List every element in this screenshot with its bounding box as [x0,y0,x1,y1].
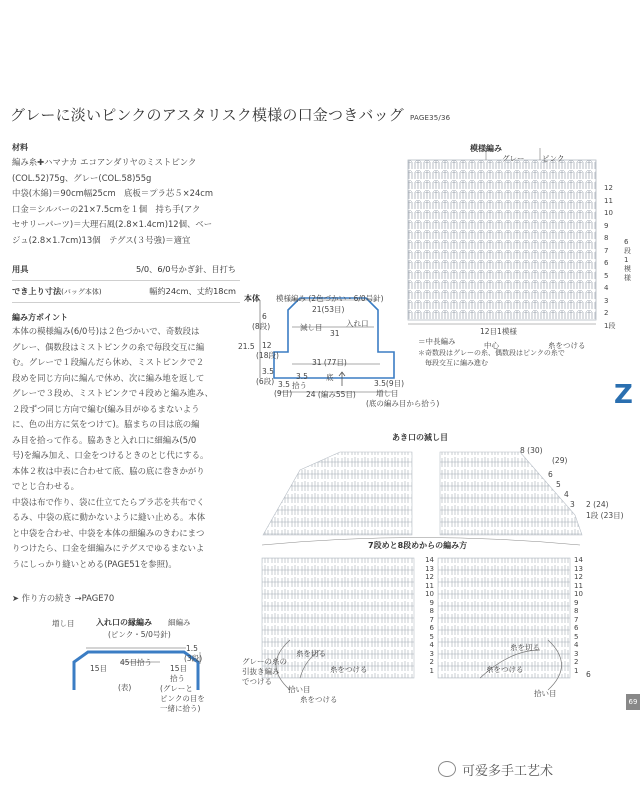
body-24: 24 (編み55目) [306,390,356,399]
rows78-right-numbers: 14 13 12 11 10 9 8 7 6 5 4 3 2 1 [574,556,583,675]
body-3-5-b: 3.5 [278,380,290,389]
rim-body: (表) [118,683,132,692]
row-number: 3 [604,296,609,305]
body-8rows: (8段) [252,322,271,331]
pattern-center: 中心 [484,341,499,350]
row-number: 7 [604,246,609,255]
body-3-5-c: 3.5 [296,372,308,381]
chapter-mark: Z [614,380,633,410]
points-line: りつけたら、口金を細編みにテグスでゆるまないよ [12,543,205,553]
points-line: グレー、偶数段はミストピンクの糸で毎段交互に編 [12,341,205,352]
rim-sub: 細編み [168,618,191,627]
pattern-swatch [408,160,596,320]
body-18rows: (18段) [256,351,279,360]
continue-link[interactable]: ➤ 作り方の続き →PAGE70 [12,593,115,603]
rim-15-right: 15目 [170,664,188,673]
body-12: 12 [262,341,272,350]
points-line: 中袋は布で作り、袋に仕立てたらプラ芯を共布でく [12,496,205,507]
rim-note-3: 一緒に拾う) [160,704,201,713]
rows78-attach: 糸をつける [330,665,368,674]
rows78-title: 7段めと8段めからの編み方 [368,541,468,550]
pattern-legend: ＝中長編み [418,337,456,346]
body-3-5-d: 3.5(9目) [374,379,405,388]
pattern-note-1: ＊奇数段はグレーの糸、偶数段はピンクの糸で [418,349,565,357]
row-number: 11 [604,196,613,205]
body-31-top: 31 [330,329,340,338]
row-number: 10 [604,209,613,217]
rim-3rows: (3段) [184,654,203,663]
rim-title: 入れ口の縁編み [96,618,152,627]
rows78-grey-note-3: でつける [242,677,272,686]
points-line: グレーで３段め、ミストピンクで４段めと編み進み、 [12,388,213,398]
materials-line: 口金＝シルバーの21×7.5cmを１個 持ち手(アク [12,203,201,214]
pattern-repeat-rows: 6段1模様 [624,238,631,282]
opening-row-2: 2 (24) [586,500,609,509]
rows78-cut: 糸を切る [296,649,326,658]
row-number: 1段 [604,321,616,330]
rows78-cut-2: 糸を切る [510,643,540,652]
body-increase: 増し目 [376,389,399,398]
points-line: 段めを同じ方向に編んで休め、次に編み地を返して [12,372,205,383]
rows78-grey-note-2: 引抜き編み [242,667,280,676]
body-title: 本体 [244,294,260,303]
rows78-grey-note-1: グレーの糸の [242,657,287,666]
pattern-row-numbers [604,182,624,332]
rim-pick: 拾う [170,674,185,683]
body-pick: 拾う [292,381,307,390]
opening-29: (29) [552,456,568,465]
tools-label: 用具 [12,264,29,274]
body-bottom: 底 [326,373,334,382]
points-line: む。グレーで１段編んだら休め、ミストピンクで２ [12,357,205,367]
rows78-pick-1: 拾い目 [288,685,311,694]
pattern-pink-label: ピンク [542,154,565,163]
opening-decrease-left [263,452,412,535]
pattern-note-2: 毎段交互に編み進む [418,359,488,367]
rim-note-1: (グレーと [160,684,193,693]
pattern-attach: 糸をつける [548,341,586,350]
points-line: るみ、中袋の底に動かないように縫い止める。本体 [12,512,206,522]
watermark-text: 可爱多手工艺术 [462,764,554,779]
points-line: 本体の模様編み(6/0号)は２色づかいで、奇数段は [12,326,200,336]
materials-line: ジュ(2.8×1.7cm)13個 テグス(３号強)＝適宜 [12,234,191,245]
wechat-icon [438,761,456,777]
rows78-attach-3: 糸をつける [300,695,338,704]
page-ref: PAGE35/36 [410,114,451,122]
body-31-mid: 31 (77目) [312,358,347,367]
page-title: グレーに淡いピンクのアスタリスク模様の口金つきバッグ PAGE35/36 [10,106,451,124]
body-mouth: 入れ口 [346,319,369,328]
watermark [438,760,553,779]
size-value: 幅約24cm、丈約18cm [149,286,236,296]
points-line: ２段ずつ同じ方向で編む(編み目がゆるまないよう [12,403,200,414]
opening-row-3: 3 [570,500,575,509]
points-line: 号)を編み加え、口金をつけるときのとじ代にする。 [12,450,209,460]
points-line: に、色の出方に気をつけて)。脇まちの目は底の編 [12,419,200,429]
rim-note-2: ピンクの目を [160,694,205,703]
body-6: 6 [262,312,267,321]
row-number: 6 [604,259,609,267]
points-line: と中袋を合わせ、中袋を本体の細編みのきわにまつ [12,527,205,538]
size-label: でき上り寸法(バッグ本体) [12,286,102,296]
opening-row-5: 5 [556,480,561,489]
rows78-attach-2: 糸をつける [486,665,524,674]
rows78-pick-2: 拾い目 [534,689,557,698]
points-line: でとじ合わせる。 [12,481,79,491]
row-number: 9 [604,221,609,230]
page-number: 69 [626,694,640,710]
rim-1-5: 1.5 [186,644,198,653]
rows78-left-numbers: 14 13 12 11 10 9 8 7 6 5 4 3 2 1 [425,556,434,675]
rows78-6: 6 [586,670,591,679]
materials-heading: 材料 [12,143,28,152]
row-number: 2 [604,309,609,317]
opening-row-8: 8 (30) [520,446,543,455]
body-9-stitches: (9目) [274,389,293,398]
points-line: うにしっかり縫いとめる(PAGE51を参照)。 [12,558,177,569]
materials-line: 中袋(木綿)＝90cm幅25cm 底板＝プラ芯５×24cm [12,188,214,198]
opening-row-6: 6 [548,470,553,479]
body-6rows: (6段) [256,377,275,386]
opening-title: あき口の減し目 [392,433,448,442]
row-number: 5 [604,271,609,280]
body-3-5-a: 3.5 [262,367,274,376]
row-number: 8 [604,234,609,242]
materials-line: セサリーパーツ)＝大理石風(2.8×1.4cm)12個、ベー [12,219,213,229]
body-pick-from: (底の編み目から拾う) [366,399,440,408]
rim-45: 45目拾う [120,658,153,667]
body-subtitle: 模様編み (2色づかい・6/0号針) [276,294,384,303]
body-width-top: 21(53目) [312,305,345,314]
row-number: 4 [604,284,609,292]
body-decrease: 減し目 [300,323,323,332]
row-number: 12 [604,184,613,192]
points-heading: 編み方ポイント [12,313,68,322]
opening-row-1: 1段 (23目) [586,511,624,520]
pattern-gray-label: グレー [502,154,525,163]
tools-value: 5/0、6/0号かぎ針、目打ち [135,264,236,274]
opening-row-4: 4 [564,490,569,499]
rim-sub-2: (ピンク・5/0号針) [108,630,171,639]
rim-15-left: 15目 [90,664,108,673]
points-line: 本体２枚は中表に合わせて底、脇の底に巻きかがり [12,465,205,476]
pattern-repeat-stitches: 12目1模様 [480,327,517,336]
materials-line: 編み糸✚ハマナカ エコアンダリヤのミストピンク [12,157,197,167]
rim-increase: 増し目 [52,619,75,628]
pattern-title: 模様編み [470,144,502,153]
points-line: み目を拾って作る。脇あきと入れ口に細編み(5/0 [12,434,197,445]
body-21-5: 21.5 [238,342,255,351]
materials-line: (COL.52)75g、グレー(COL.58)55g [12,172,152,183]
